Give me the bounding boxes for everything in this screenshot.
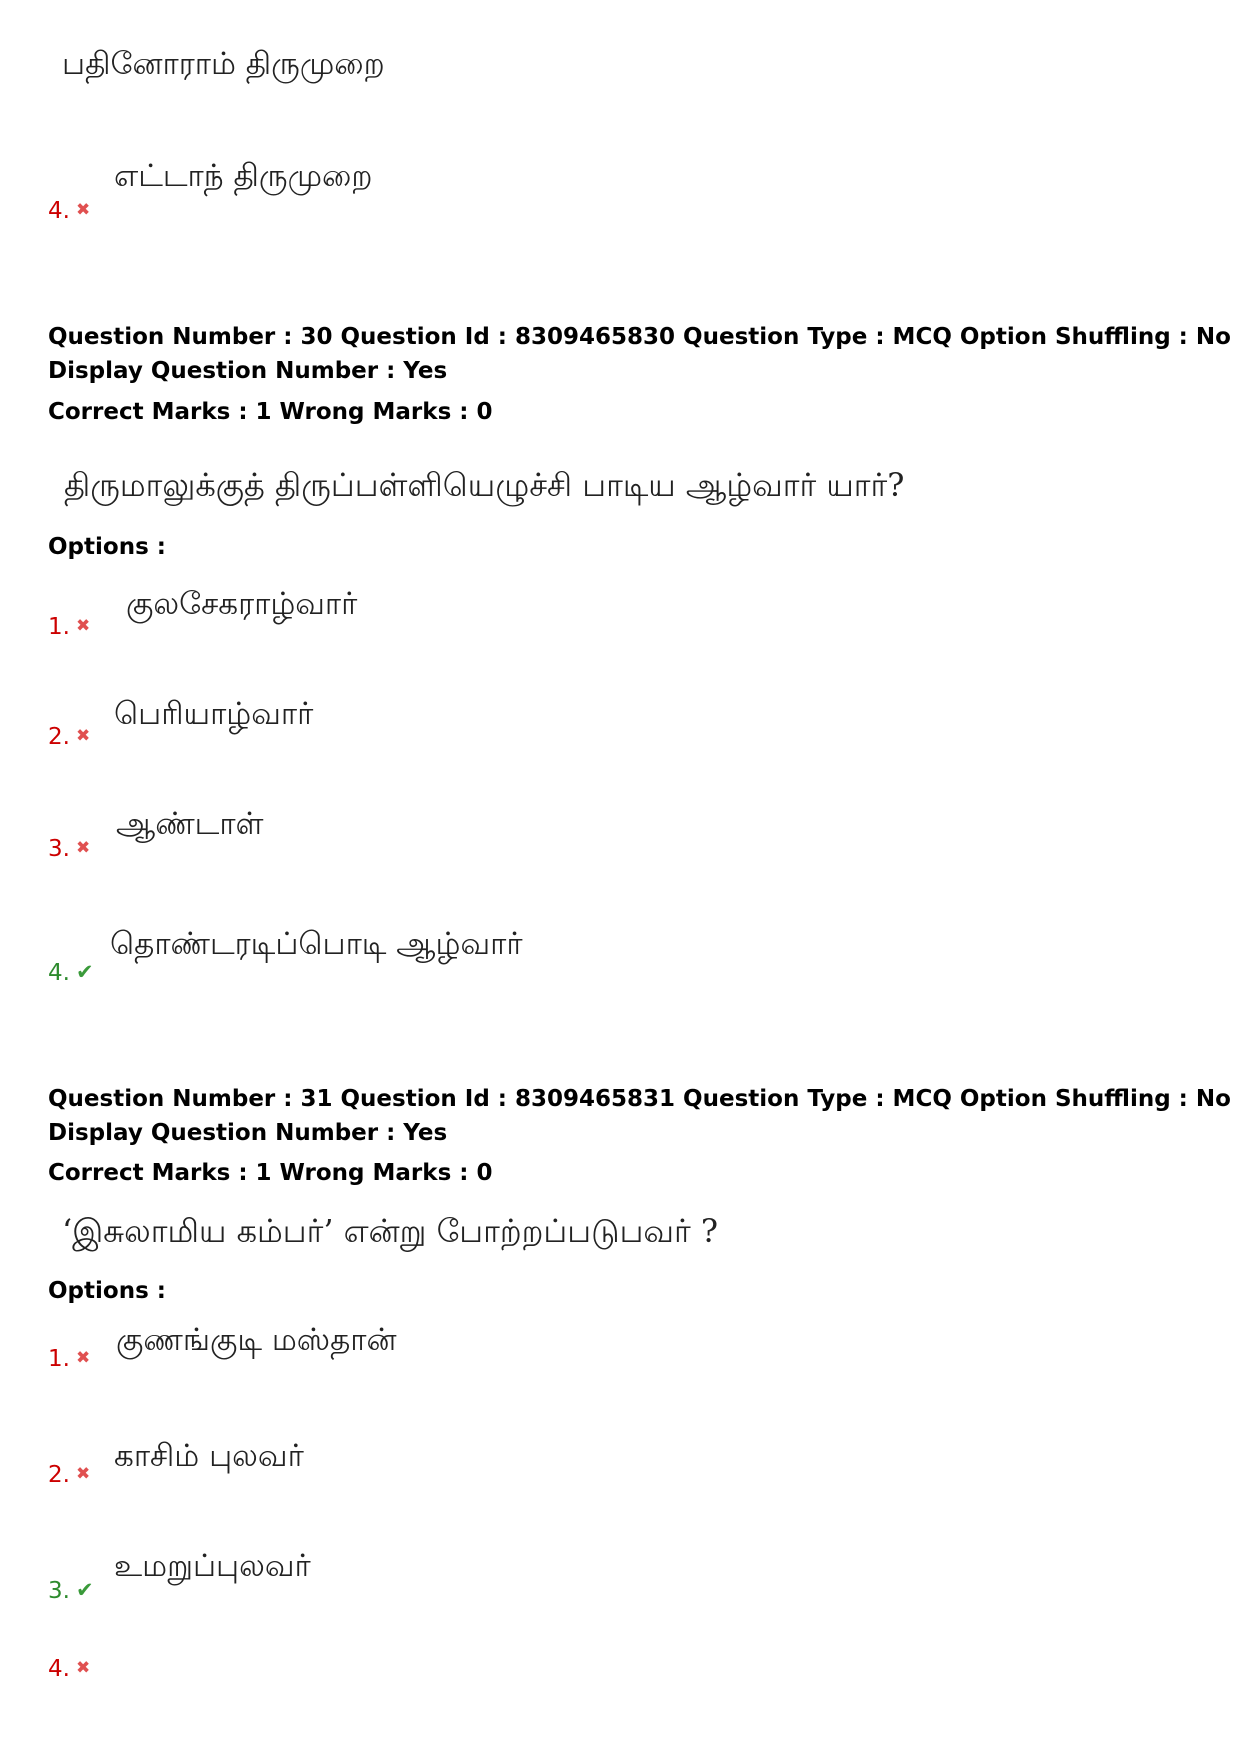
option-text: பதினோராம் திருமுறை	[62, 46, 385, 82]
option-number-label: 3.	[48, 1578, 70, 1604]
option-number	[48, 614, 90, 640]
option-number-label: 2.	[48, 1462, 70, 1488]
question-text: ‘இசுலாமிய கம்பர்’ என்று போற்றப்படுபவர் ?	[62, 1212, 719, 1250]
option-text: குணங்குடி மஸ்தான்	[116, 1322, 397, 1358]
option-number	[48, 198, 90, 224]
cross-icon: ✖	[75, 1348, 91, 1368]
question-meta: Question Number : 30 Question Id : 8309465830 Question Type : MCQ Option Shuffling : No	[48, 324, 1231, 350]
option-number-label: 1.	[48, 614, 70, 640]
question-meta: Question Number : 31 Question Id : 8309465831 Question Type : MCQ Option Shuffling : No	[48, 1086, 1231, 1112]
option-number-label: 1.	[48, 1346, 70, 1372]
option-number	[48, 836, 90, 862]
option-number	[48, 960, 94, 986]
option-number	[48, 1346, 90, 1372]
option-number	[48, 1578, 94, 1604]
cross-icon: ✖	[75, 726, 91, 746]
question-meta: Display Question Number : Yes	[48, 358, 448, 384]
check-icon: ✔	[75, 1578, 94, 1602]
option-text: எட்டாந் திருமுறை	[114, 158, 373, 194]
cross-icon: ✖	[75, 1658, 91, 1678]
question-marks: Correct Marks : 1 Wrong Marks : 0	[48, 1160, 493, 1186]
question-meta: Display Question Number : Yes	[48, 1120, 448, 1146]
cross-icon: ✖	[75, 838, 91, 858]
option-text: குலசேகராழ்வார்	[126, 586, 358, 622]
question-text: திருமாலுக்குத் திருப்பள்ளியெழுச்சி பாடிய ஆழ்வார் யார்?	[64, 466, 905, 504]
option-number-label: 4.	[48, 198, 70, 224]
option-number-label: 2.	[48, 724, 70, 750]
option-text: உமறுப்புலவர்	[114, 1548, 311, 1584]
option-number-label: 3.	[48, 836, 70, 862]
check-icon: ✔	[75, 960, 94, 984]
options-label: Options :	[48, 1278, 166, 1304]
option-text: தொண்டரடிப்பொடி ஆழ்வார்	[110, 926, 523, 962]
option-number	[48, 1462, 90, 1488]
option-number-label: 4.	[48, 960, 70, 986]
cross-icon: ✖	[75, 200, 91, 220]
cross-icon: ✖	[75, 1464, 91, 1484]
option-text: பெரியாழ்வார்	[114, 696, 314, 732]
options-label: Options :	[48, 534, 166, 560]
option-number	[48, 724, 90, 750]
question-marks: Correct Marks : 1 Wrong Marks : 0	[48, 399, 493, 425]
option-number-label: 4.	[48, 1656, 70, 1682]
cross-icon: ✖	[75, 616, 91, 636]
option-number	[48, 1656, 90, 1682]
option-text: ஆண்டாள்	[116, 806, 264, 842]
option-text: காசிம் புலவர்	[114, 1438, 304, 1474]
